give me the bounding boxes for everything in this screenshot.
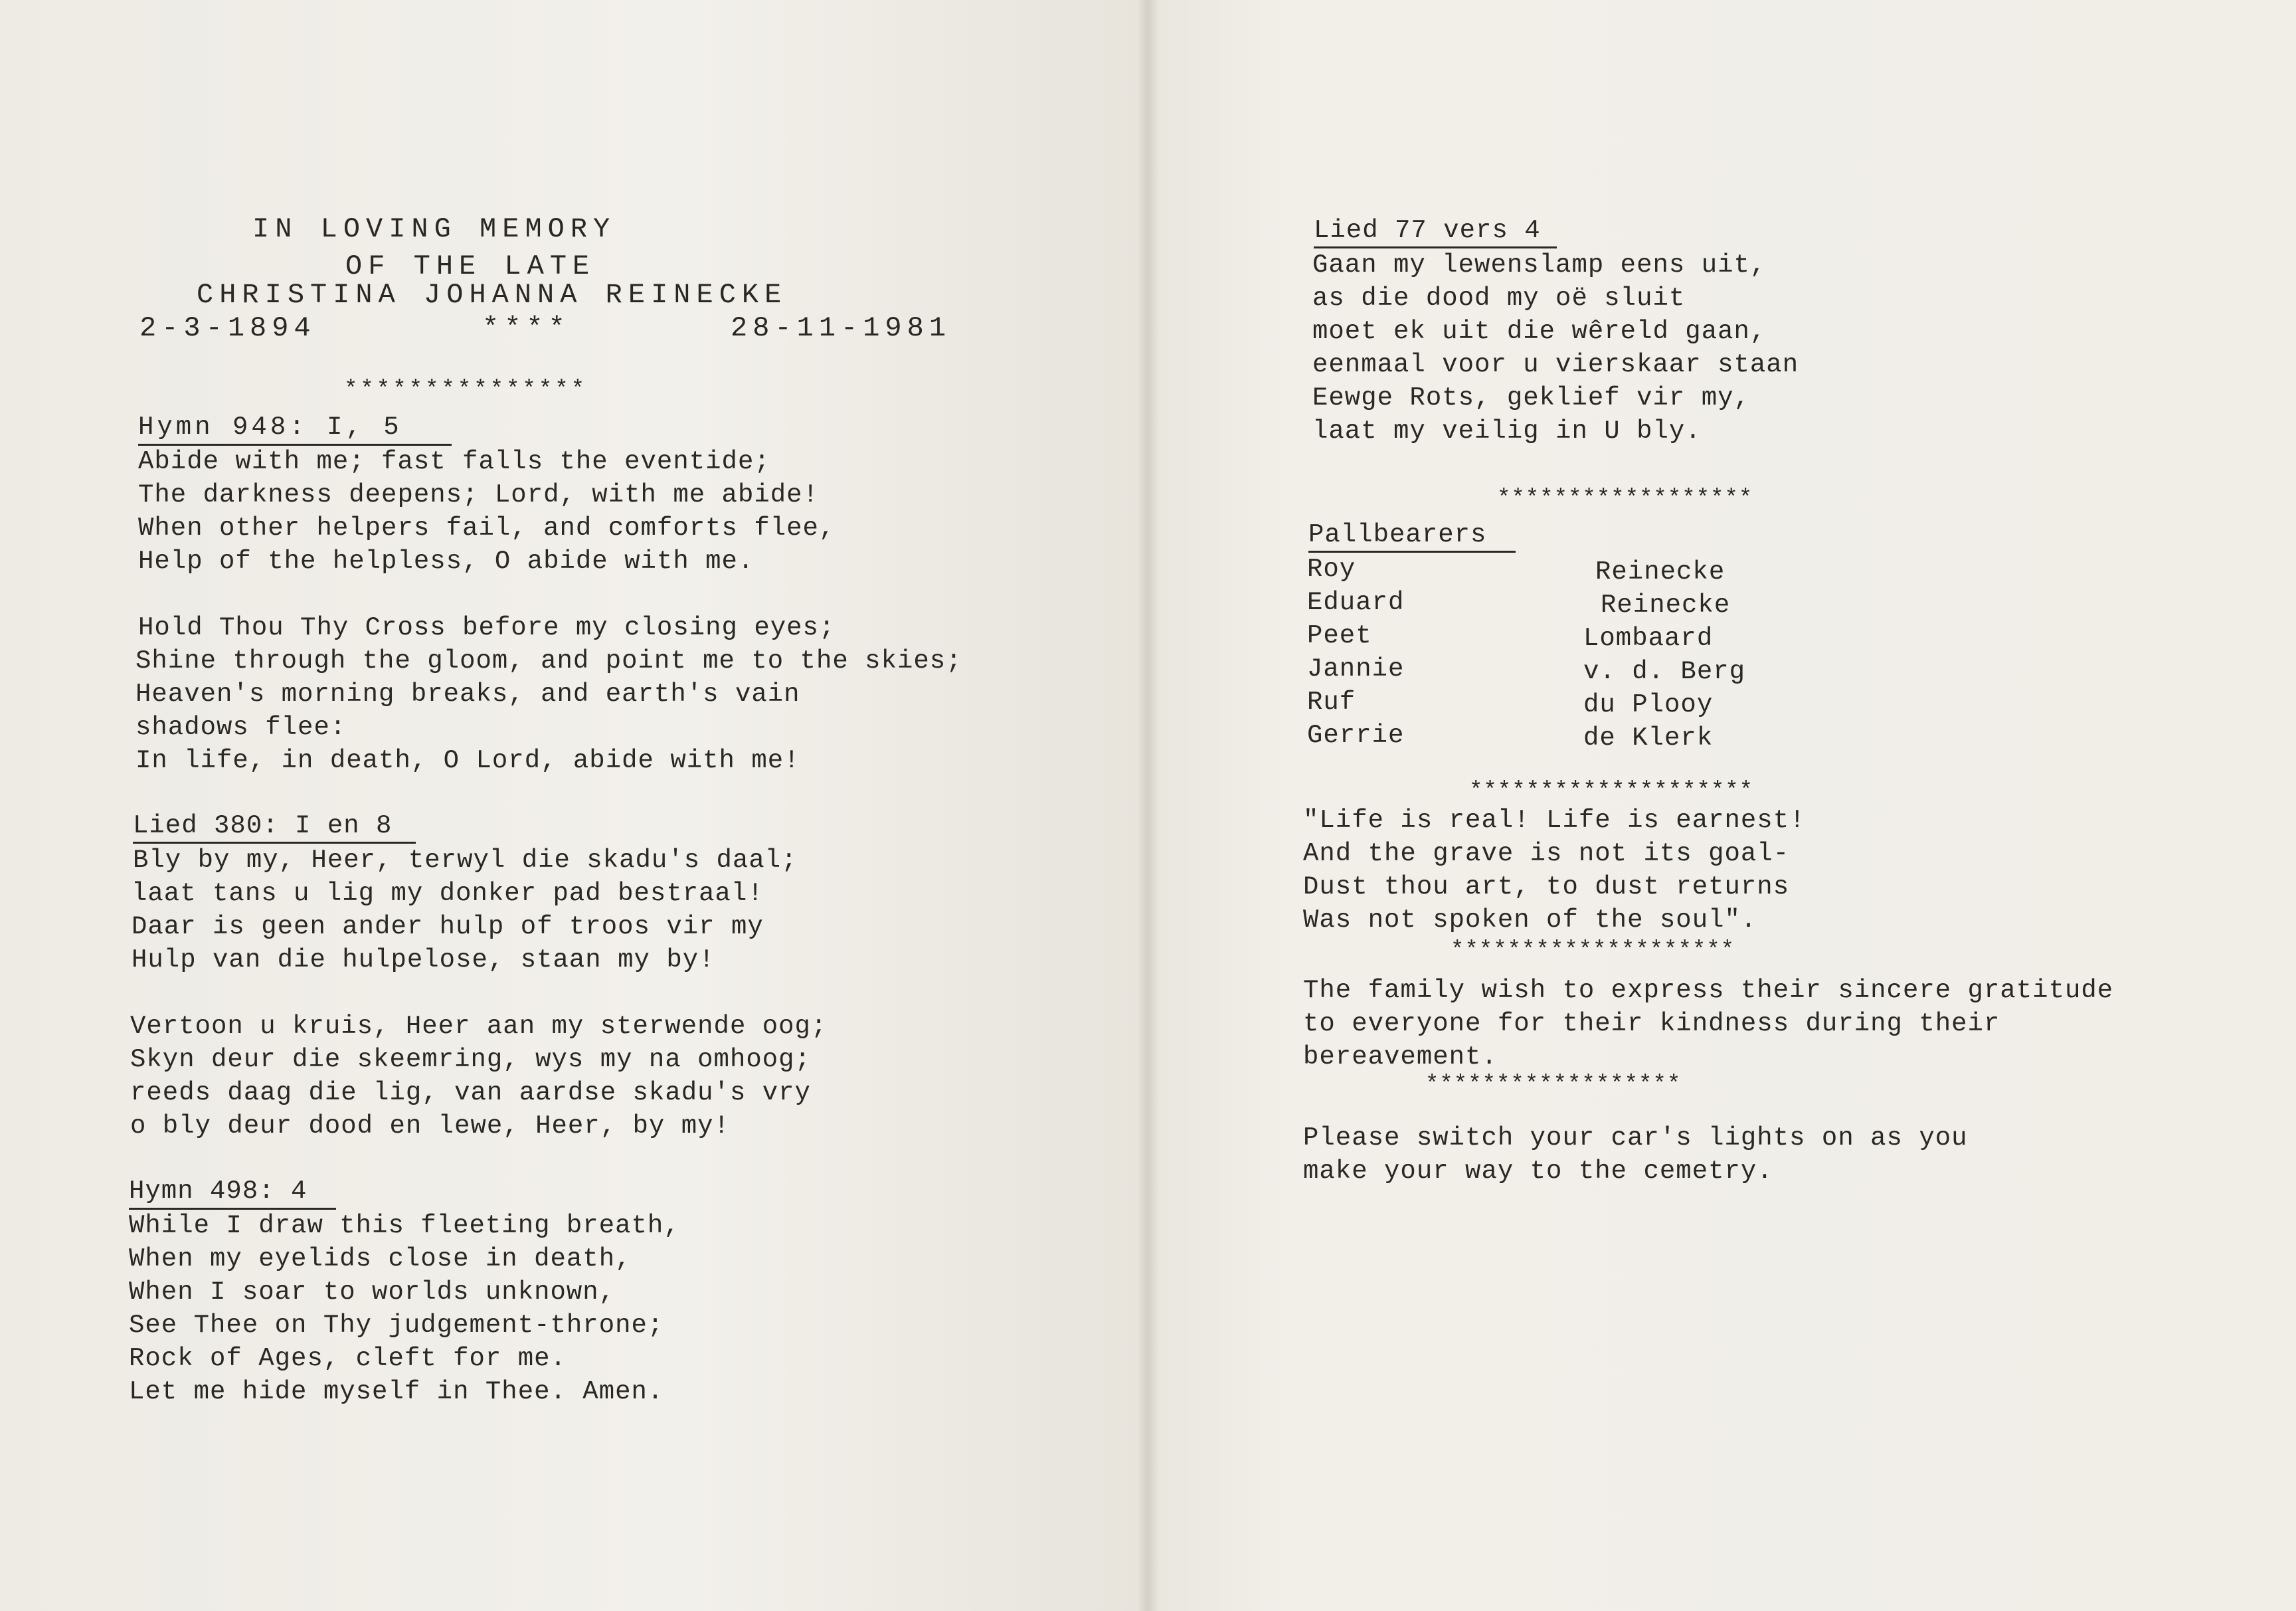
- header-date-separator: ****: [482, 312, 571, 344]
- verse-line: as die dood my oë sluit: [1312, 284, 1686, 313]
- verse-line: Hold Thou Thy Cross before my closing eyes;: [138, 613, 836, 642]
- verse-line: Bly by my, Heer, terwyl die skadu's daal;: [133, 846, 798, 875]
- pallbearer-surname: Reinecke: [1595, 557, 1725, 587]
- verse-line: Daar is geen ander hulp of troos vir my: [132, 912, 764, 941]
- pallbearer-first-name: Peet: [1307, 621, 1372, 650]
- header-death-date: 28-11-1981: [731, 312, 952, 344]
- hymn-498-title: Hymn 498: 4: [129, 1177, 308, 1206]
- pallbearer-first-name: Ruf: [1307, 688, 1356, 717]
- stars-divider: ******************: [1497, 486, 1753, 512]
- verse-line: shadows flee:: [135, 713, 347, 742]
- header-name: CHRISTINA JOHANNA REINECKE: [197, 279, 788, 311]
- verse-line: laat tans u lig my donker pad bestraal!: [132, 879, 764, 908]
- notice-line: make your way to the cemetry.: [1303, 1157, 1773, 1186]
- quote-line: Was not spoken of the soul".: [1303, 905, 1757, 935]
- verse-line: Help of the helpless, O abide with me.: [138, 547, 754, 576]
- pallbearer-surname: Lombaard: [1583, 624, 1714, 653]
- verse-line: Shine through the gloom, and point me to the skies;: [135, 646, 962, 676]
- verse-line: Vertoon u kruis, Heer aan my sterwende oog;: [130, 1012, 828, 1041]
- verse-line: laat my veilig in U bly.: [1312, 417, 1702, 446]
- verse-line: Eewge Rots, geklief vir my,: [1312, 383, 1750, 413]
- header-birth-date: 2-3-1894: [139, 312, 316, 344]
- lied-380-title: Lied 380: I en 8: [133, 811, 393, 840]
- stars-divider: ********************: [1451, 938, 1735, 963]
- pallbearer-first-name: Eduard: [1307, 588, 1405, 617]
- pallbearer-surname: du Plooy: [1583, 690, 1714, 719]
- gratitude-line: bereavement.: [1303, 1042, 1498, 1072]
- verse-line: Rock of Ages, cleft for me.: [129, 1344, 567, 1373]
- pallbearer-surname: de Klerk: [1583, 723, 1714, 753]
- verse-line: While I draw this fleeting breath,: [129, 1211, 680, 1240]
- verse-line: In life, in death, O Lord, abide with me!: [135, 746, 800, 775]
- pallbearer-first-name: Jannie: [1307, 654, 1405, 684]
- pallbearer-surname: Reinecke: [1601, 591, 1731, 620]
- verse-line: The darkness deepens; Lord, with me abide!: [138, 480, 819, 510]
- verse-line: Abide with me; fast falls the eventide;: [138, 447, 770, 476]
- lied-77-title: Lied 77 vers 4: [1314, 216, 1541, 245]
- page-fold: [1137, 0, 1160, 1611]
- quote-line: And the grave is not its goal-: [1303, 839, 1790, 868]
- verse-line: When other helpers fail, and comforts flee,: [138, 514, 836, 543]
- quote-line: Dust thou art, to dust returns: [1303, 872, 1790, 901]
- pallbearers-title: Pallbearers: [1308, 520, 1487, 549]
- stars-divider: ***************: [344, 377, 588, 403]
- verse-line: When my eyelids close in death,: [129, 1244, 632, 1274]
- verse-line: When I soar to worlds unknown,: [129, 1278, 616, 1307]
- pallbearer-first-name: Gerrie: [1307, 721, 1405, 750]
- pallbearer-surname: v. d. Berg: [1583, 657, 1746, 686]
- stars-divider: ********************: [1469, 779, 1754, 804]
- verse-line: moet ek uit die wêreld gaan,: [1312, 317, 1767, 346]
- verse-line: Heaven's morning breaks, and earth's vain: [135, 680, 800, 709]
- notice-line: Please switch your car's lights on as you: [1303, 1123, 1968, 1153]
- verse-line: reeds daag die lig, van aardse skadu's vry: [130, 1078, 811, 1107]
- verse-line: Gaan my lewenslamp eens uit,: [1312, 250, 1767, 280]
- verse-line: Hulp van die hulpelose, staan my by!: [132, 945, 715, 975]
- quote-line: "Life is real! Life is earnest!: [1303, 806, 1806, 835]
- verse-line: eenmaal voor u vierskaar staan: [1312, 350, 1799, 379]
- verse-line: o bly deur dood en lewe, Heer, by my!: [130, 1111, 730, 1141]
- hymn-948-title: Hymn 948: I, 5: [138, 413, 402, 442]
- header-of-the-late: OF THE LATE: [345, 250, 596, 282]
- verse-line: Skyn deur die skeemring, wys my na omhoog;: [130, 1045, 811, 1074]
- gratitude-line: The family wish to express their sincere gratitude: [1303, 976, 2114, 1005]
- header-in-loving-memory: IN LOVING MEMORY: [252, 213, 616, 245]
- pallbearer-first-name: Roy: [1307, 555, 1356, 584]
- verse-line: Let me hide myself in Thee. Amen.: [129, 1377, 664, 1406]
- verse-line: See Thee on Thy judgement-throne;: [129, 1311, 664, 1340]
- gratitude-line: to everyone for their kindness during their: [1303, 1009, 2000, 1038]
- stars-divider: ******************: [1425, 1072, 1682, 1097]
